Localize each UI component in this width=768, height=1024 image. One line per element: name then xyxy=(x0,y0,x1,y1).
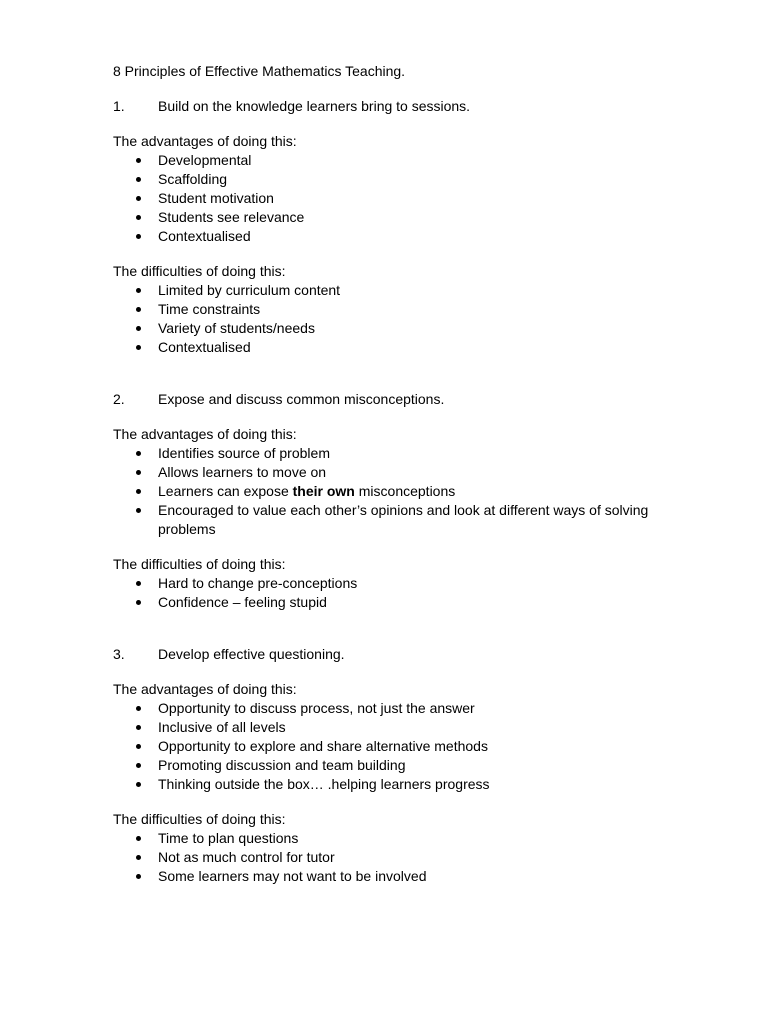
list-item xyxy=(113,848,673,867)
list-item xyxy=(113,281,673,300)
list-item xyxy=(113,593,673,612)
principle-number: 2. xyxy=(113,391,125,407)
bullet-icon xyxy=(113,867,158,886)
list-item xyxy=(113,718,673,737)
difficulties-list xyxy=(113,829,673,886)
bullet-icon xyxy=(113,501,158,539)
list-item xyxy=(113,829,673,848)
list-item-text: Not as much control for tutor xyxy=(158,849,335,865)
list-item xyxy=(113,338,673,357)
list-item-text: Promoting discussion and team building xyxy=(158,757,406,773)
list-item xyxy=(113,444,673,463)
advantages-list xyxy=(113,151,673,246)
advantages-label: The advantages of doing this: xyxy=(113,681,297,697)
list-item-text: Developmental xyxy=(158,152,252,168)
list-item-text: Allows learners to move on xyxy=(158,464,327,480)
emphasis-text: their own xyxy=(292,483,355,499)
section-spacer xyxy=(113,373,673,390)
list-item xyxy=(113,775,673,794)
list-item-text: Learners can expose their own misconceptions xyxy=(158,483,456,499)
principle-heading xyxy=(113,645,673,664)
principle-section xyxy=(113,97,673,390)
list-item xyxy=(113,737,673,756)
list-item xyxy=(113,756,673,775)
bullet-icon xyxy=(113,281,158,300)
list-item-text: Variety of students/needs xyxy=(158,320,315,336)
list-item xyxy=(113,170,673,189)
bullet-icon xyxy=(113,756,158,775)
principles-container xyxy=(113,97,673,886)
bullet-icon xyxy=(113,848,158,867)
list-item xyxy=(113,189,673,208)
list-item-text: Contextualised xyxy=(158,339,251,355)
list-item-text: Opportunity to discuss process, not just the answer xyxy=(158,700,475,716)
list-item-text: Thinking outside the box… .helping learners progress xyxy=(158,776,490,792)
list-item xyxy=(113,463,673,482)
bullet-icon xyxy=(113,300,158,319)
list-item-text: Identifies source of problem xyxy=(158,445,330,461)
advantages-list xyxy=(113,444,673,539)
principle-heading-text: Develop effective questioning. xyxy=(158,646,345,662)
principle-section xyxy=(113,390,673,645)
bullet-icon xyxy=(113,775,158,794)
bullet-icon xyxy=(113,699,158,718)
bullet-icon xyxy=(113,463,158,482)
principle-heading-text: Expose and discuss common misconceptions. xyxy=(158,391,445,407)
list-item-text: Opportunity to explore and share alternative methods xyxy=(158,738,488,754)
difficulties-label: The difficulties of doing this: xyxy=(113,556,286,572)
principle-heading-text: Build on the knowledge learners bring to sessions. xyxy=(158,98,471,114)
list-item-text: Limited by curriculum content xyxy=(158,282,341,298)
bullet-icon xyxy=(113,319,158,338)
list-item-text: Confidence – feeling stupid xyxy=(158,594,327,610)
list-item xyxy=(113,501,673,539)
list-item xyxy=(113,699,673,718)
principle-number: 1. xyxy=(113,98,125,114)
list-item-text: Contextualised xyxy=(158,228,251,244)
document-title: 8 Principles of Effective Mathematics Teaching. xyxy=(113,63,406,79)
principle-section xyxy=(113,645,673,886)
bullet-icon xyxy=(113,593,158,612)
list-item-text: Students see relevance xyxy=(158,209,305,225)
difficulties-list xyxy=(113,574,673,612)
advantages-label: The advantages of doing this: xyxy=(113,426,297,442)
list-item xyxy=(113,574,673,593)
list-item-text: Inclusive of all levels xyxy=(158,719,286,735)
list-item-text: Scaffolding xyxy=(158,171,228,187)
document-page xyxy=(113,62,673,902)
difficulties-label: The difficulties of doing this: xyxy=(113,263,286,279)
list-item-text: Encouraged to value each other’s opinions and look at different ways of solving problems xyxy=(158,502,649,537)
list-item-text: Time constraints xyxy=(158,301,261,317)
bullet-icon xyxy=(113,718,158,737)
principle-heading xyxy=(113,97,673,116)
bullet-icon xyxy=(113,444,158,463)
list-item xyxy=(113,867,673,886)
bullet-icon xyxy=(113,482,158,501)
bullet-icon xyxy=(113,227,158,246)
list-item-text: Time to plan questions xyxy=(158,830,299,846)
bullet-icon xyxy=(113,338,158,357)
section-spacer xyxy=(113,628,673,645)
bullet-icon xyxy=(113,189,158,208)
list-item xyxy=(113,300,673,319)
list-item xyxy=(113,482,673,501)
difficulties-label: The difficulties of doing this: xyxy=(113,811,286,827)
bullet-icon xyxy=(113,829,158,848)
advantages-label: The advantages of doing this: xyxy=(113,133,297,149)
bullet-icon xyxy=(113,170,158,189)
list-item-text: Some learners may not want to be involved xyxy=(158,868,427,884)
list-item xyxy=(113,208,673,227)
list-item-text: Student motivation xyxy=(158,190,274,206)
bullet-icon xyxy=(113,574,158,593)
list-item xyxy=(113,319,673,338)
bullet-icon xyxy=(113,208,158,227)
bullet-icon xyxy=(113,737,158,756)
list-item xyxy=(113,151,673,170)
advantages-list xyxy=(113,699,673,794)
list-item-text: Hard to change pre-conceptions xyxy=(158,575,358,591)
principle-number: 3. xyxy=(113,646,125,662)
difficulties-list xyxy=(113,281,673,357)
list-item xyxy=(113,227,673,246)
bullet-icon xyxy=(113,151,158,170)
principle-heading xyxy=(113,390,673,409)
